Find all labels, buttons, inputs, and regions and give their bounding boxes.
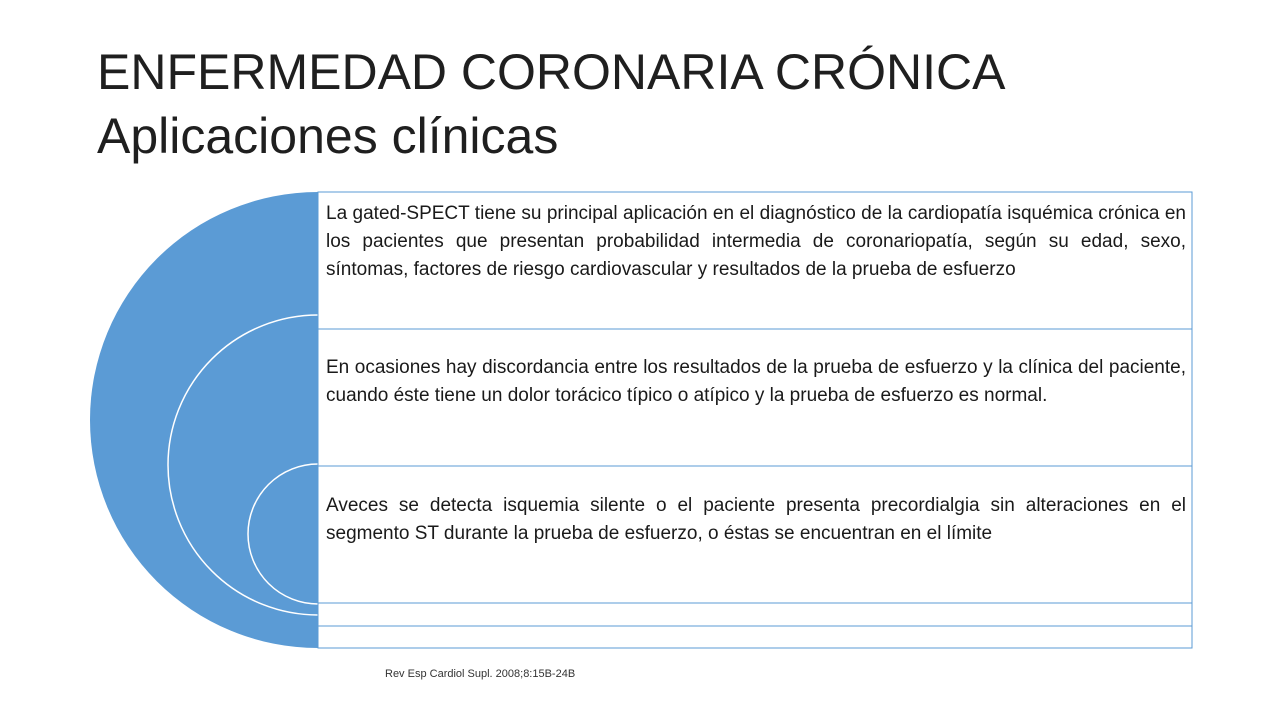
citation: Rev Esp Cardiol Supl. 2008;8:15B-24B — [385, 668, 576, 680]
diagram-item-1-text: La gated-SPECT tiene su principal aplicación en el diagnóstico de la cardiopatía isquémica crónica en los pacientes que presentan probabilidad intermedia de coronariopatía, según su edad, sexo, síntomas, factores de riesgo cardiovascular y resultados de la prueba de esfuerzo — [326, 203, 1186, 280]
title-line-1: ENFERMEDAD CORONARIA CRÓNICA — [97, 44, 1006, 100]
title-line-2: Aplicaciones clínicas — [97, 108, 559, 164]
bottom-strip-2 — [318, 626, 1192, 648]
bottom-strip-1 — [318, 603, 1192, 626]
diagram-item-3-text: Aveces se detecta isquemia silente o el paciente presenta precordialgia sin alteraciones en el segmento ST durante la prueba de esfuerzo, o éstas se encuentran en el límite — [326, 495, 1186, 544]
slide-title — [97, 40, 1217, 168]
diagram-item-2-text: En ocasiones hay discordancia entre los resultados de la prueba de esfuerzo y la clínica del paciente, cuando éste tiene un dolor torácico típico o atípico y la prueba de esfuerzo es normal. — [326, 357, 1186, 406]
